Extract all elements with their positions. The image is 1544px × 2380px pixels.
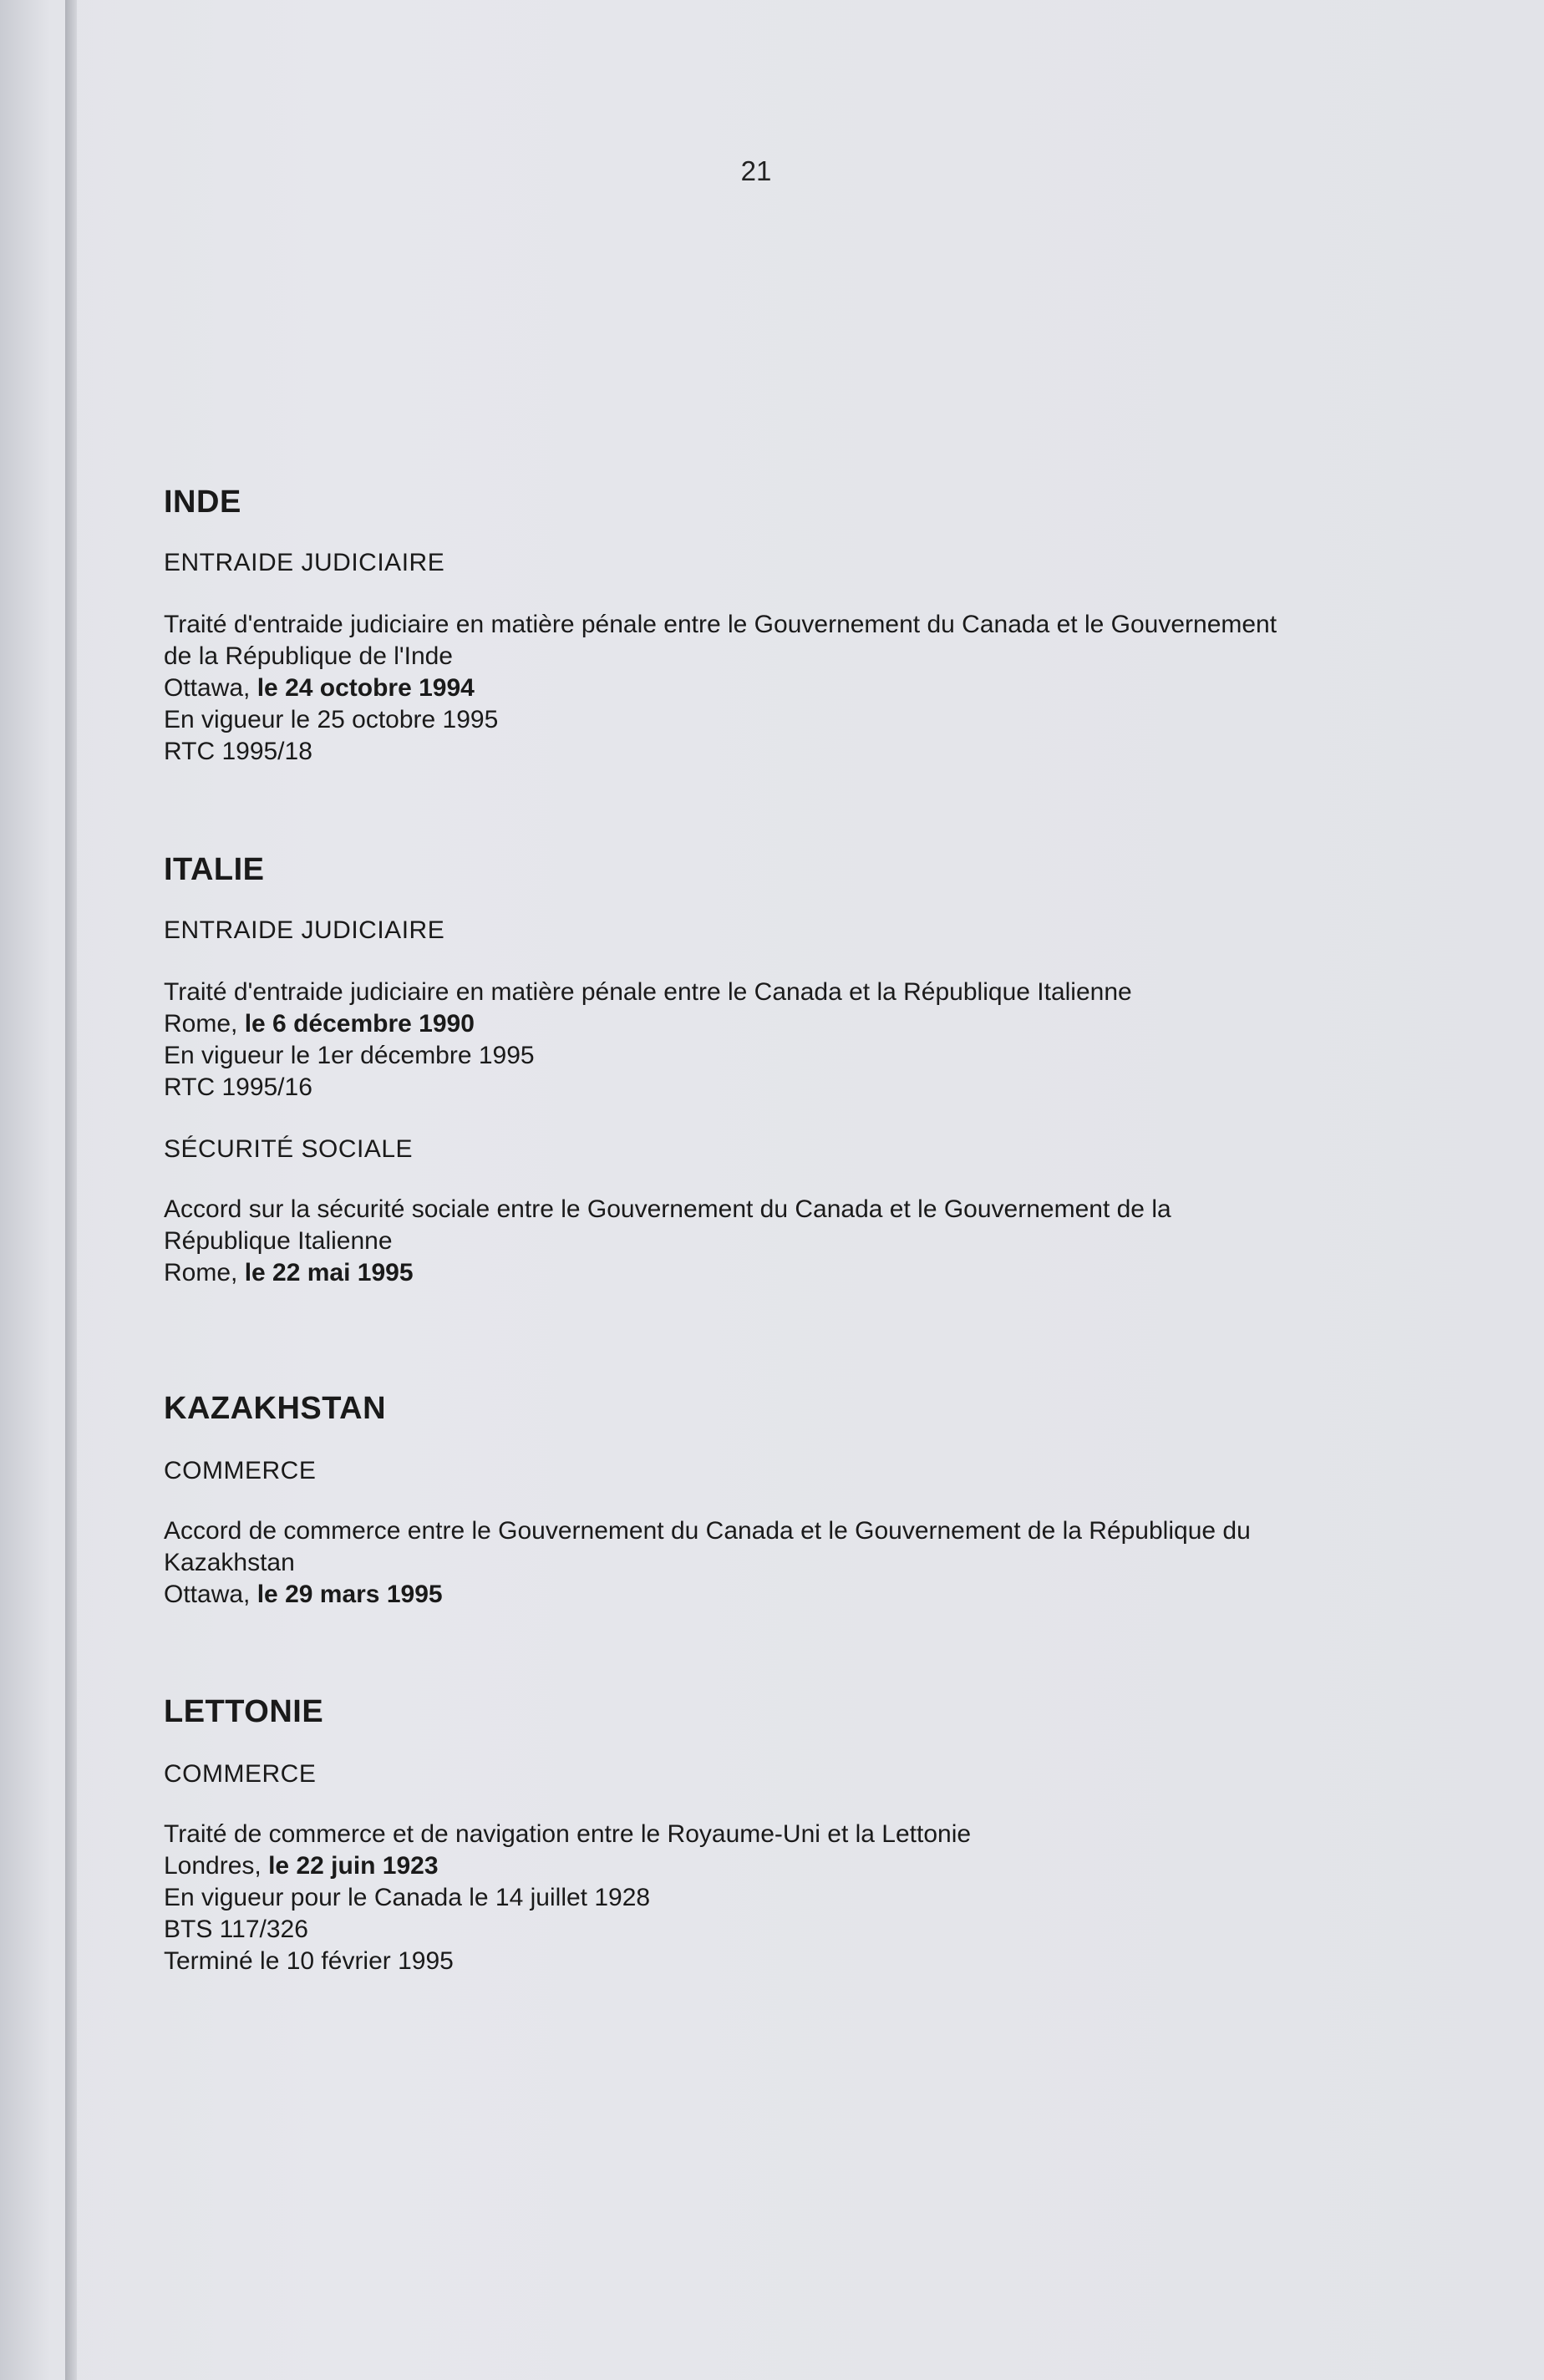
signing-date: le 6 décembre 1990: [244, 1010, 475, 1038]
country-heading: INDE: [164, 485, 241, 520]
signing-place: Rome,: [164, 1259, 245, 1286]
section-inde: [164, 485, 1417, 768]
treaty-title-line: Kazakhstan: [164, 1549, 295, 1576]
signing-line: [164, 672, 1417, 704]
treaty-entry: [164, 1819, 1417, 1977]
signing-date: le 22 mai 1995: [244, 1259, 414, 1286]
section-kazakhstan: [164, 1391, 1417, 1611]
signing-place: Ottawa,: [164, 1581, 257, 1608]
signing-date: le 22 juin 1923: [268, 1852, 439, 1880]
signing-date: le 24 octobre 1994: [256, 674, 475, 702]
treaty-title-line: République Italienne: [164, 1227, 393, 1255]
signing-line: [164, 1579, 1417, 1611]
signing-line: [164, 1850, 1417, 1882]
treaty-title-line: Traité d'entraide judiciaire en matière pénale entre le Gouvernement du Canada et le Gouvernement: [164, 611, 1277, 638]
treaty-title-line: Accord sur la sécurité sociale entre le Gouvernement du Canada et le Gouvernement de la: [164, 1195, 1171, 1223]
country-heading: ITALIE: [164, 852, 265, 887]
reference-line: RTC 1995/16: [164, 1073, 312, 1101]
treaty-entry: [164, 1194, 1417, 1289]
treaty-title-line: Traité de commerce et de navigation entre le Royaume-Uni et la Lettonie: [164, 1820, 972, 1848]
country-heading: KAZAKHSTAN: [164, 1391, 387, 1426]
in-force-line: En vigueur le 1er décembre 1995: [164, 1042, 535, 1069]
in-force-line: En vigueur le 25 octobre 1995: [164, 706, 499, 733]
in-force-line: En vigueur pour le Canada le 14 juillet 1928: [164, 1884, 651, 1911]
signing-line: [164, 1008, 1417, 1040]
reference-line: RTC 1995/18: [164, 738, 312, 765]
country-heading: LETTONIE: [164, 1694, 324, 1729]
treaty-title-line: Traité d'entraide judiciaire en matière pénale entre le Canada et la République Italienne: [164, 978, 1132, 1006]
termination-line: Terminé le 10 février 1995: [164, 1947, 454, 1975]
signing-place: Londres,: [164, 1852, 269, 1880]
category-heading: SÉCURITÉ SOCIALE: [164, 1135, 414, 1163]
binding-spine: [65, 0, 77, 2380]
category-heading: COMMERCE: [164, 1760, 317, 1788]
treaty-entry: [164, 977, 1417, 1104]
page-number: 21: [740, 155, 772, 186]
section-italie: [164, 852, 1417, 1289]
signing-place: Ottawa,: [164, 674, 257, 702]
signing-line: [164, 1257, 1417, 1289]
category-heading: ENTRAIDE JUDICIAIRE: [164, 549, 445, 576]
treaty-entry: [164, 609, 1417, 768]
section-lettonie: [164, 1694, 1417, 1977]
signing-place: Rome,: [164, 1010, 245, 1038]
category-heading: ENTRAIDE JUDICIAIRE: [164, 916, 445, 944]
treaty-title-line: de la République de l'Inde: [164, 642, 453, 670]
treaty-entry: [164, 1515, 1417, 1611]
reference-line: BTS 117/326: [164, 1916, 308, 1943]
treaty-title-line: Accord de commerce entre le Gouvernement du Canada et le Gouvernement de la République du: [164, 1517, 1251, 1545]
category-heading: COMMERCE: [164, 1457, 317, 1484]
signing-date: le 29 mars 1995: [256, 1581, 443, 1608]
